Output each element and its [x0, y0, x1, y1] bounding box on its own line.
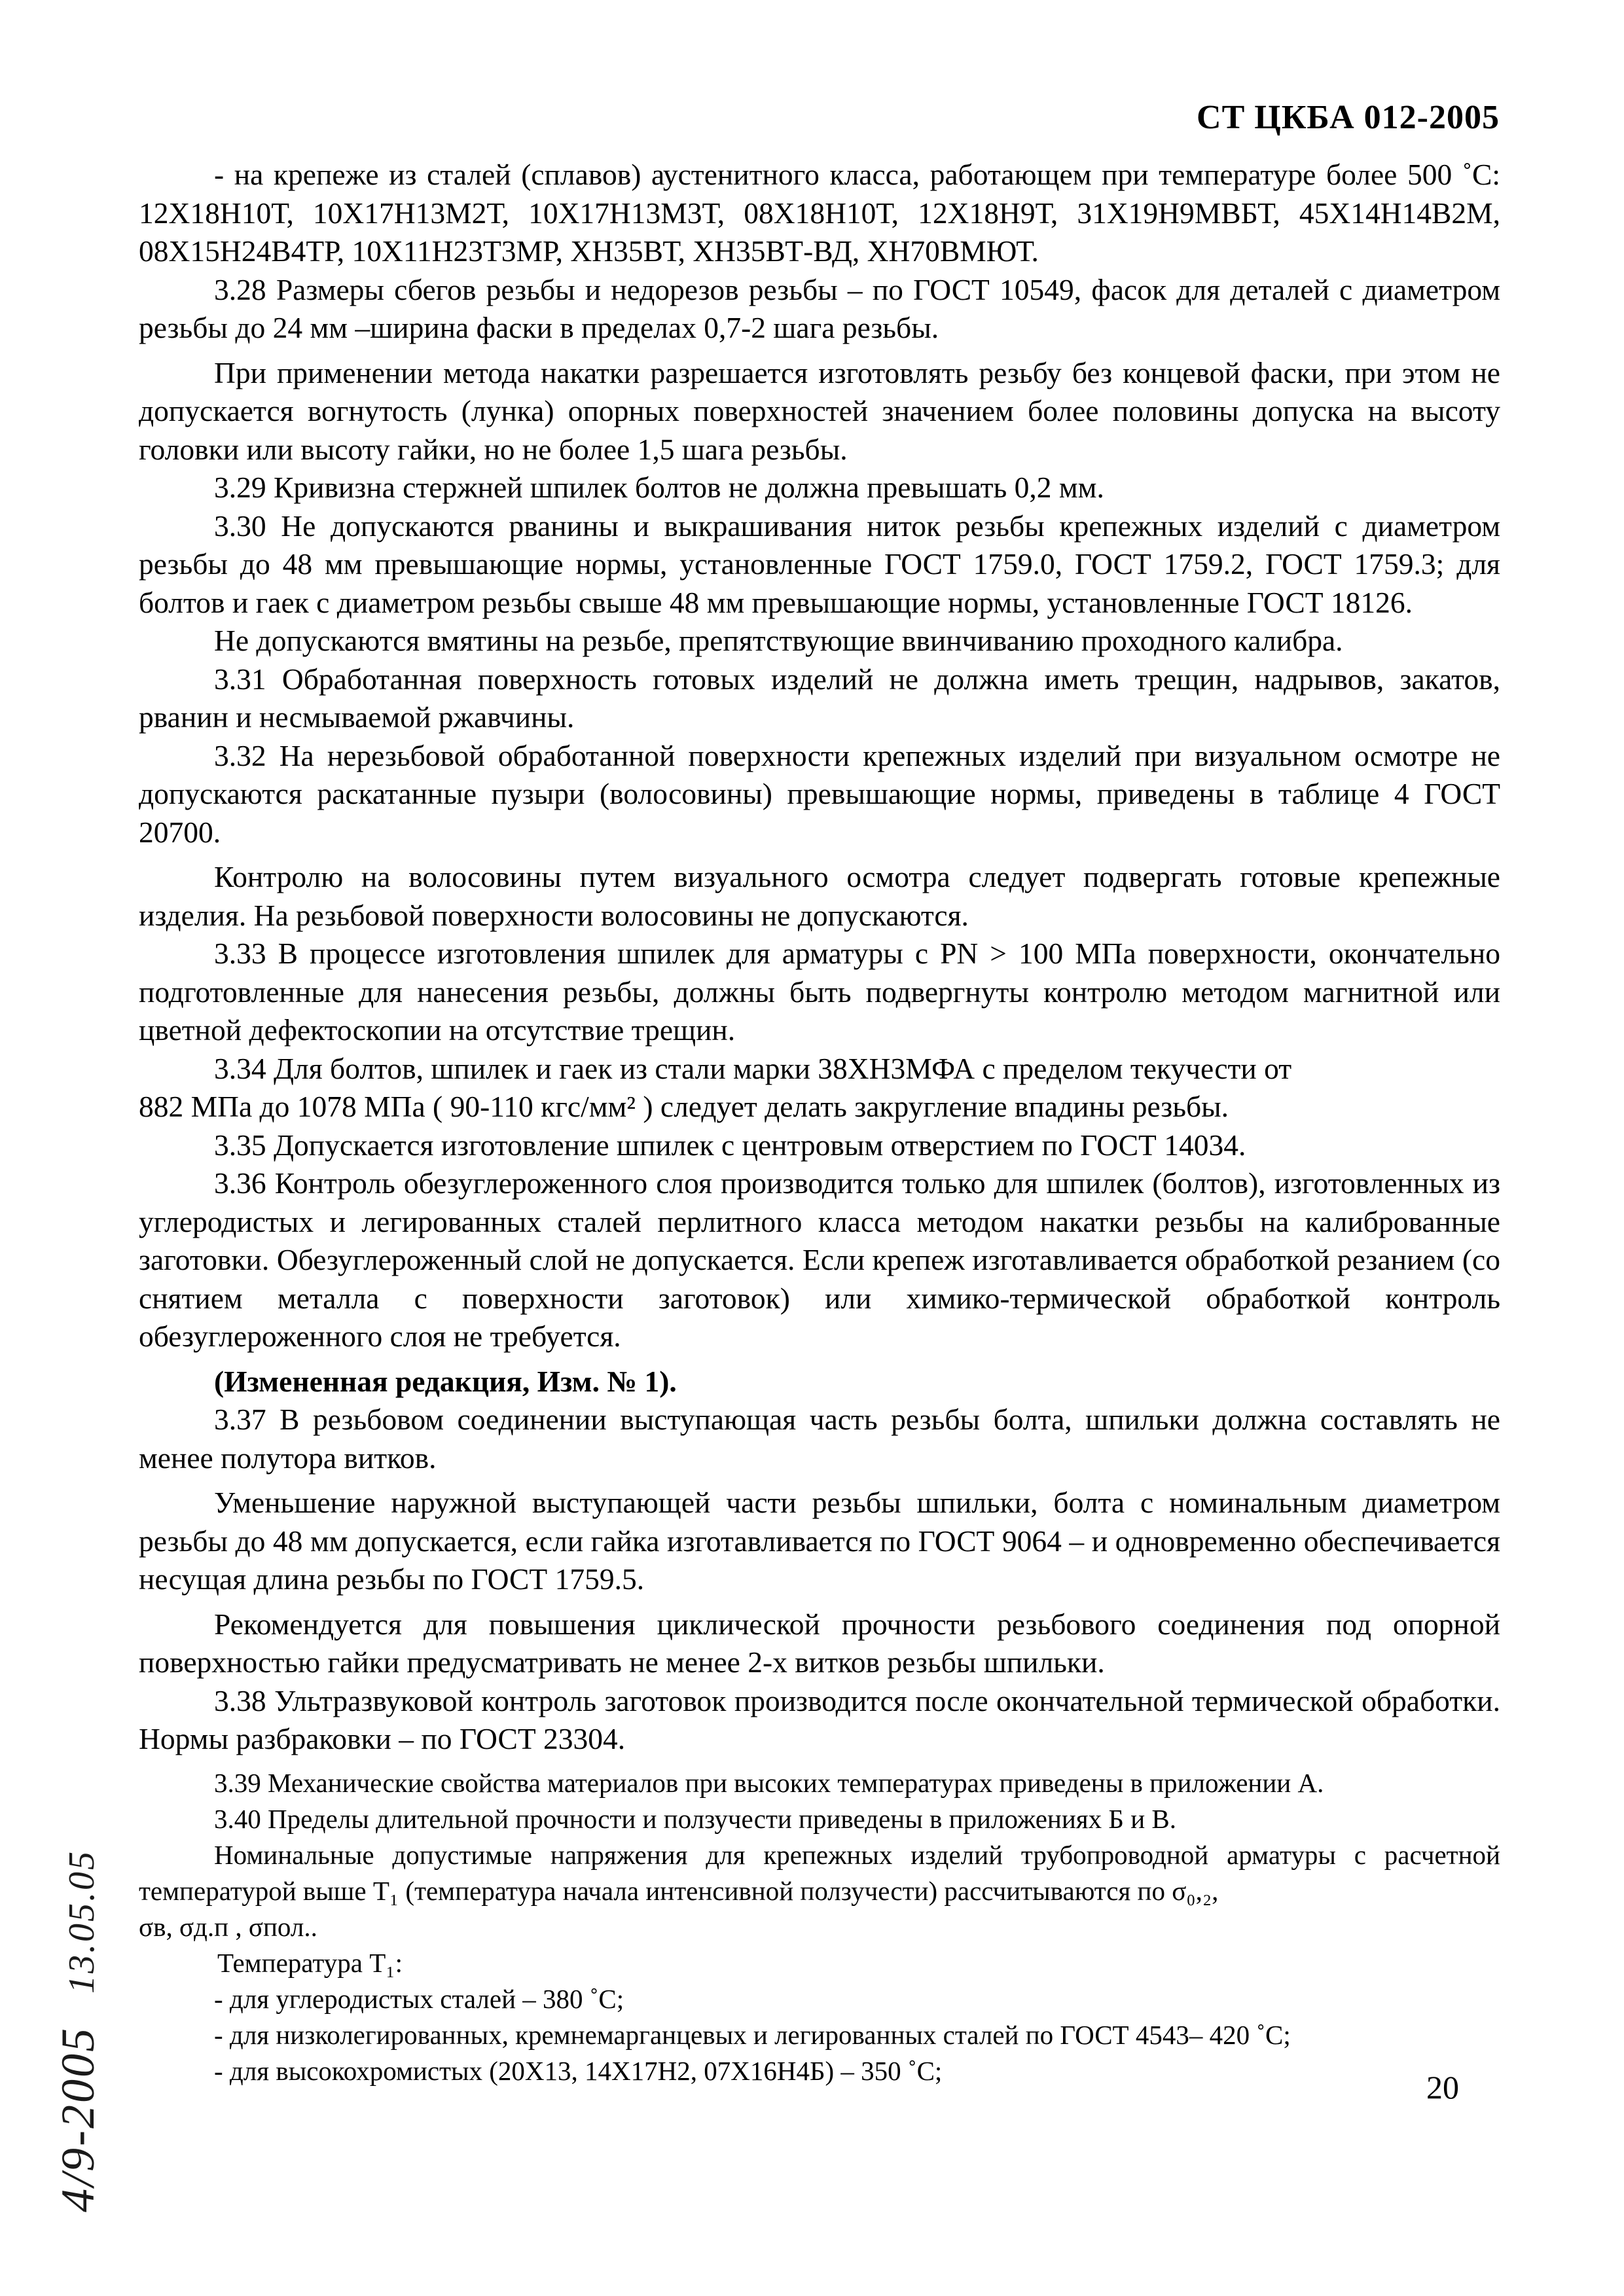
paragraph-sigma-symbols: σв, σд.п , σпол.. [139, 1911, 317, 1942]
paragraph-3-28: 3.28 Размеры сбегов резьбы и недорезов резьбы – по ГОСТ 10549, фасок для деталей с диаметром резьбы до 24 мм –ширина фаски в пределах 0,7-2 шага резьбы. [139, 272, 1500, 344]
paragraph-3-32: 3.32 На нерезьбовой обработанной поверхности крепежных изделий при визуальном осмотре не допускаются раскатанные пузыри (волосовины) превышающие нормы, приведены в таблице 4 ГОСТ 20700. [139, 738, 1500, 849]
handwritten-margin-note [51, 1850, 105, 2212]
margin-note-date: 13.05.05 [62, 1850, 102, 1994]
paragraph-hairline-control: Контролю на волосовины путем визуального осмотра следует подвергать готовые крепежные изделия. На резьбовой поверхности волосовины не допускаются. [139, 860, 1500, 932]
paragraph-3-31: 3.31 Обработанная поверхность готовых изделий не должна иметь трещин, надрывов, закатов, рванин и несмываемой ржавчины. [139, 662, 1500, 734]
paragraph-protrusion-reduction: Уменьшение наружной выступающей части резьбы шпильки, болта с номинальным диаметром резьбы до 48 мм допускается, если гайка изготавливается по ГОСТ 9064 – и одновременно обеспечивается несущая длина резьбы по ГОСТ 1759.5. [139, 1486, 1500, 1596]
paragraph-dents: Не допускаются вмятины на резьбе, препятствующие ввинчиванию проходного калибра. [214, 624, 1343, 657]
paragraph-3-37: 3.37 В резьбовом соединении выступающая часть резьбы болта, шпильки должна составлять не менее полутора витков. [139, 1403, 1500, 1475]
amendment-note: (Измененная редакция, Изм. № 1). [214, 1364, 677, 1398]
margin-note-number: 4/9-2005 [52, 2026, 104, 2212]
page-number: 20 [1426, 2069, 1459, 2106]
paragraph-rolling-method: При применении метода накатки разрешается изготовлять резьбу без концевой фаски, при этом не допускается вогнутость (лунка) опорных поверхностей значением более половины допуска на высоту головки или высоту гайки, но не более 1,5 шага резьбы. [139, 355, 1500, 466]
document-code-header: СТ ЦКБА 012-2005 [1197, 99, 1500, 136]
paragraph-3-36: 3.36 Контроль обезуглероженного слоя производится только для шпилек (болтов), изготовленных из углеродистых и легированных сталей перлитного класса методом накатки резьбы на калиброванные заготовки. Обезуглероженный слой не допускается. Если крепеж изготавливается обработкой резанием (со снятием металла с поверхности заготовок) или химико-термической обработкой контроль обезуглероженного слоя не требуется. [139, 1166, 1500, 1353]
paragraph-3-33: 3.33 В процессе изготовления шпилек для арматуры с PN > 100 МПа поверхности, окончательно подготовленные для нанесения резьбы, должны быть подвергнуты контролю методом магнитной или цветной дефектоскопии на отсутствие трещин. [139, 937, 1500, 1047]
paragraph-3-40: 3.40 Пределы длительной прочности и ползучести приведены в приложениях Б и В. [214, 1803, 1176, 1834]
paragraph-austenitic-fasteners: - на крепеже из сталей (сплавов) аустенитного класса, работающем при температуре более 500 ˚С: 12Х18Н10Т, 10Х17Н13М2Т, 10Х17Н13М3Т, 08Х18Н10Т, 12Х18Н9Т, 31Х19Н9МВБТ, 45Х14Н14В2М, 08Х15Н24В4ТР, 10Х11Н23Т3МР, ХН35ВТ, ХН35ВТ-ВД, ХН70ВМЮТ. [139, 158, 1500, 268]
paragraph-recommendation: Рекомендуется для повышения циклической прочности резьбового соединения под опорной поверхностью гайки предусматривать не менее 2-х витков резьбы шпильки. [139, 1607, 1500, 1679]
paragraph-3-39: 3.39 Механические свойства материалов при высоких температурах приведены в приложении А. [214, 1767, 1324, 1798]
list-item-carbon-steels: - для углеродистых сталей – 380 ˚С; [214, 1983, 624, 2014]
paragraph-3-35: 3.35 Допускается изготовление шпилек с центровым отверстием по ГОСТ 14034. [214, 1128, 1246, 1162]
paragraph-3-29: 3.29 Кривизна стержней шпилек болтов не должна превышать 0,2 мм. [214, 471, 1104, 504]
list-item-high-chromium-steels: - для высокохромистых (20Х13, 14Х17Н2, 07Х16Н4Б) – 350 ˚С; [214, 2055, 943, 2086]
paragraph-3-34-continued: 882 МПа до 1078 МПа ( 90-110 кгс/мм² ) следует делать закругление впадины резьбы. [139, 1090, 1229, 1123]
paragraph-3-38: 3.38 Ультразвуковой контроль заготовок производится после окончательной термической обработки. Нормы разбраковки – по ГОСТ 23304. [139, 1683, 1500, 1755]
list-item-low-alloy-steels: - для низколегированных, кремнемарганцевых и легированных сталей по ГОСТ 4543– 420 ˚С; [214, 2019, 1291, 2050]
paragraph-allowable-stresses: Номинальные допустимые напряжения для крепежных изделий трубопроводной арматуры с расчетной температурой выше Т₁ (температура начала интенсивной ползучести) рассчитываются по σ₀,₂, [139, 1839, 1500, 1906]
paragraph-3-34: 3.34 Для болтов, шпилек и гаек из стали марки 38ХН3МФА с пределом текучести от [214, 1051, 1292, 1085]
document-body [139, 156, 1500, 2089]
paragraph-3-30: 3.30 Не допускаются рванины и выкрашивания ниток резьбы крепежных изделий с диаметром резьбы до 48 мм превышающие нормы, установленные ГОСТ 1759.0, ГОСТ 1759.2, ГОСТ 1759.3; для болтов и гаек с диаметром резьбы свыше 48 мм превышающие нормы, установленные ГОСТ 18126. [139, 509, 1500, 619]
paragraph-temperature-t1: Температура Т₁: [217, 1947, 403, 1978]
